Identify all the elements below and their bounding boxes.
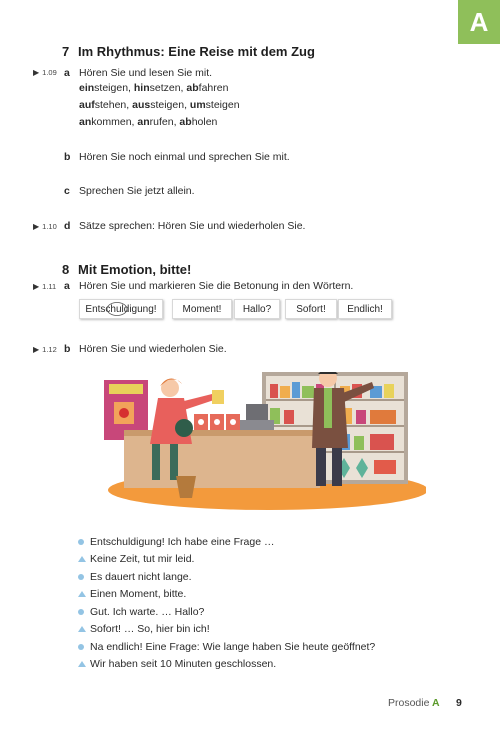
section-7-heading [62,44,315,59]
dialog-line: Entschuldigung! Ich habe eine Frage … [78,533,375,551]
section-8-title: Mit Emotion, bitte! [78,262,192,277]
dialog-line: Wir haben seit 10 Minuten geschlossen. [78,656,375,674]
word-line: aufstehen, aussteigen, umsteigen [79,99,240,111]
play-icon: ▶ [33,345,40,354]
audio-track-1-10[interactable] [33,222,57,231]
dialog-line: Gut. Ich warte. … Hallo? [78,603,375,621]
play-icon: ▶ [33,68,40,77]
triangle-bullet-icon [78,591,90,597]
circle-bullet-icon [78,539,90,545]
word-card-hallo[interactable]: Hallo? [234,299,280,319]
task-8a-letter: a [64,280,70,292]
word-list [79,80,240,131]
section-8-heading [62,262,191,277]
audio-track-1-12[interactable] [33,345,57,354]
play-icon: ▶ [33,282,40,291]
triangle-bullet-icon [78,661,90,667]
task-7d-letter: d [64,220,71,232]
dialog-line: Keine Zeit, tut mir leid. [78,551,375,569]
circle-bullet-icon [78,574,90,580]
task-7a-letter: a [64,67,70,79]
track-number: 1.10 [42,222,57,231]
task-7c-letter: c [64,185,70,197]
task-8a-text: Hören Sie und markieren Sie die Betonung in den Wörtern. [79,280,354,292]
dialog-line: Es dauert nicht lange. [78,568,375,586]
section-7-number: 7 [62,44,70,59]
cash-register [246,404,268,422]
section-7-title: Im Rhythmus: Eine Reise mit dem Zug [78,44,315,59]
circle-bullet-icon [78,609,90,615]
dialog-line: Sofort! … So, hier bin ich! [78,621,375,639]
stress-mark-circle [106,301,128,317]
footer-section-letter: A [432,697,440,709]
dialog-list [78,533,375,673]
footer-section-name: Prosodie [388,697,430,709]
track-number: 1.11 [42,282,57,291]
task-7a-text: Hören Sie und lesen Sie mit. [79,67,213,79]
dialog-line: Einen Moment, bitte. [78,586,375,604]
word-line: ankommen, anrufen, abholen [79,116,218,128]
track-number: 1.12 [42,345,57,354]
section-8-number: 8 [62,262,70,277]
task-7b-letter: b [64,151,71,163]
circle-bullet-icon [78,644,90,650]
task-8b-letter: b [64,343,71,355]
audio-track-1-11[interactable] [33,282,56,291]
audio-track-1-09[interactable] [33,68,57,77]
word-card-sofort[interactable]: Sofort! [285,299,337,319]
triangle-bullet-icon [78,626,90,632]
word-card-moment[interactable]: Moment! [172,299,232,319]
word-card-endlich[interactable]: Endlich! [338,299,392,319]
chapter-tab-badge: A [458,0,500,44]
task-8b-text: Hören Sie und wiederholen Sie. [79,343,227,355]
track-number: 1.09 [42,68,57,77]
word-card-entschuldigung[interactable]: Entschuldigung! [79,299,163,319]
play-icon: ▶ [33,222,40,231]
triangle-bullet-icon [78,556,90,562]
customer [161,379,179,397]
word-line: einsteigen, hinsetzen, abfahren [79,82,229,94]
task-7d-text: Sätze sprechen: Hören Sie und wiederholen Sie. [79,220,306,232]
task-7b-text: Hören Sie noch einmal und sprechen Sie mit. [79,151,290,163]
shop-scene-illustration [100,372,426,512]
page-number: 9 [456,697,462,709]
dialog-line: Na endlich! Eine Frage: Wie lange haben Sie heute geöffnet? [78,638,375,656]
task-7c-text: Sprechen Sie jetzt allein. [79,185,195,197]
